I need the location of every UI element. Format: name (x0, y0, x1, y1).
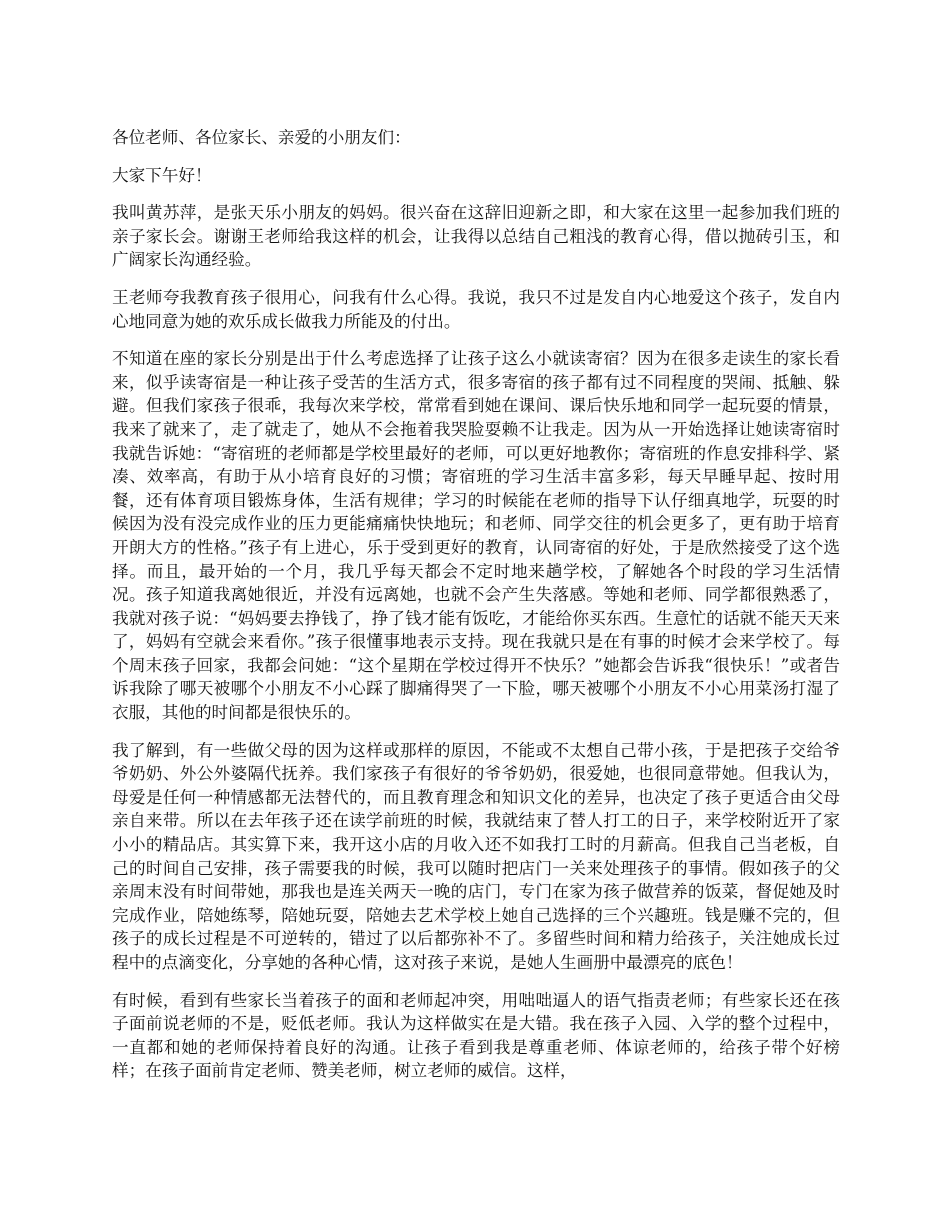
greeting-hello: 大家下午好！ (112, 165, 212, 185)
paragraph-boarding-school: 不知道在座的家长分别是出于什么考虑选择了让孩子这么小就读寄宿？因为在很多走读生的家长看来，似乎读寄宿是一种让孩子受苦的生活方式，很多寄宿的孩子都有过不同程度的哭闹、抵触、躲避。但我们家孩子很乖，我每次来学校，常常看到她在课间、课后快乐地和同学一起玩耍的情景，我来了就来了，走了就走了，她从不会拖着我哭脸耍赖不让我走。因为从一开始选择让她读寄宿时我就告诉她：“寄宿班的老师都是学校里最好的老师，可以更好地教你；寄宿班的作息安排科学、紧凑、效率高，有助于从小培育良好的习惯；寄宿班的学习生活丰富多彩，每天早睡早起、按时用餐，还有体育项目锻炼身体，生活有规律；学习的时候能在老师的指导下认仔细真地学，玩耍的时候因为没有没完成作业的压力更能痛痛快快地玩；和老师、同学交往的机会更多了，更有助于培育开朗大方的性格。”孩子有上进心，乐于受到更好的教育，认同寄宿的好处，于是欣然接受了这个选择。而且，最开始的一个月，我几乎每天都会不定时地来趟学校，了解她各个时段的学习生活情况。孩子知道我离她很近，并没有远离她，也就不会产生失落感。等她和老师、同学都很熟悉了，我就对孩子说：“妈妈要去挣钱了，挣了钱才能有饭吃，才能给你买东西。生意忙的话就不能天天来了，妈妈有空就会来看你。”孩子很懂事地表示支持。现在我就只是在有事的时候才会来学校了。每个周末孩子回家，我都会问她：“这个星期在学校过得开不快乐？”她都会告诉我“很快乐！”或者告诉我除了哪天被哪个小朋友不小心踩了脚痛得哭了一下脸，哪天被哪个小朋友不小心用菜汤打湿了衣服，其他的时间都是很快乐的。 (112, 349, 840, 723)
paragraph-parenting-choice: 我了解到，有一些做父母的因为这样或那样的原因，不能或不太想自己带小孩，于是把孩子交给爷爷奶奶、外公外婆隔代抚养。我们家孩子有很好的爷爷奶奶，很爱她，也很同意带她。但我认为，母爱是任何一种情感都无法替代的，而且教育理念和知识文化的差异，也决定了孩子更适合由父母亲自来带。所以在去年孩子还在读学前班的时候，我就结束了替人打工的日子，来学校附近开了家小小的精品店。其实算下来，我开这小店的月收入还不如我打工时的月薪高。但我自己当老板，自己的时间自己安排，孩子需要我的时候，我可以随时把店门一关来处理孩子的事情。假如孩子的父亲周末没有时间带她，那我也是连关两天一晚的店门，专门在家为孩子做营养的饭菜，督促她及时完成作业，陪她练琴，陪她玩耍，陪她去艺术学校上她自己选择的三个兴趣班。钱是赚不完的，但孩子的成长过程是不可逆转的，错过了以后都弥补不了。多留些时间和精力给孩子，关注她成长过程中的点滴变化，分享她的各种心情，这对孩子来说，是她人生画册中最漂亮的底色！ (112, 740, 840, 972)
greeting-salutation: 各位老师、各位家长、亲爱的小朋友们： (112, 128, 411, 147)
paragraph-teacher-praise: 王老师夸我教育孩子很用心，问我有什么心得。我说，我只不过是发自内心地爱这个孩子，发自内心地同意为她的欢乐成长做我力所能及的付出。 (112, 287, 840, 331)
document-page (112, 126, 840, 1097)
paragraph-introduction: 我叫黄苏萍，是张天乐小朋友的妈妈。很兴奋在这辞旧迎新之即，和大家在这里一起参加我们班的亲子家长会。谢谢王老师给我这样的机会，让我得以总结自己粗浅的教育心得，借以抛砖引玉，和广阔家长沟通经验。 (112, 203, 840, 270)
paragraph-respect-teachers: 有时候，看到有些家长当着孩子的面和老师起冲突，用咄咄逼人的语气指责老师；有些家长还在孩子面前说老师的不是，贬低老师。我认为这样做实在是大错。我在孩子入园、入学的整个过程中，一直都和她的老师保持着良好的沟通。让孩子看到我是尊重老师、体谅老师的，给孩子带个好榜样；在孩子面前肯定老师、赞美老师，树立老师的威信。这样， (112, 990, 840, 1081)
